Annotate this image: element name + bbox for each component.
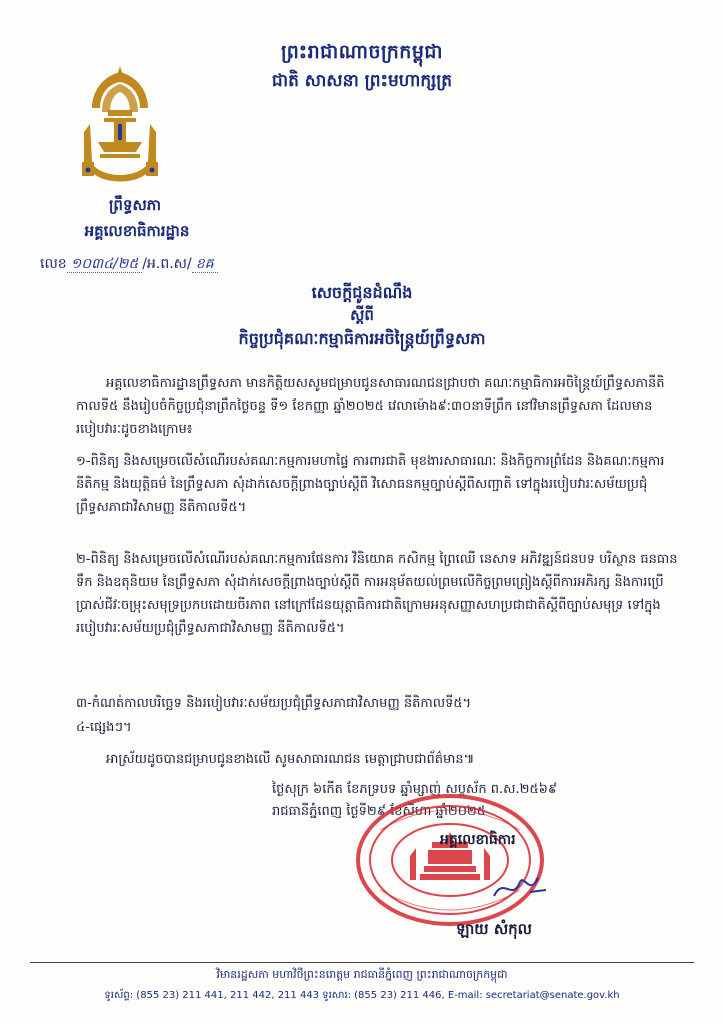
- reference-number: [40, 254, 218, 275]
- agenda-item-2: ២-ពិនិត្យ និងសម្រេចលើសំណើរបស់គណៈកម្មការផែនការ វិនិយោគ កសិកម្ម ព្រៃឈើ នេសាទ អភិវឌ្ឍន៍ជនបទ បរិស្ថាន ធនធានទឹក និងឧតុនិយម នៃព្រឹទ្ធសភា សុំដាក់សេចក្តីព្រាងច្បាប់ស្តីពី ការអនុម័តយល់ព្រមលើកិច្ចព្រមព្រៀងស្តីពីការអភិរក្ស និងការប្រើប្រាស់ជីវៈចម្រុះសមុទ្រប្រកបដោយចីរភាព នៅក្រៅដែនយុត្តាធិការជាតិក្រោមអនុសញ្ញាសហប្រជាជាតិស្តីពីច្បាប់សមុទ្រ ទៅក្នុងរបៀបវារៈសម័យប្រជុំព្រឹទ្ធសភាជាវិសាមញ្ញ នីតិកាលទី៥។: [76, 552, 678, 636]
- closing-paragraph: អាស្រ័យដូចបានជម្រាបជូនខាងលើ សូមសាធារណជន មេត្តាជ្រាបជាព័ត៌មាន៕: [106, 752, 475, 767]
- kingdom-heading: ព្រះរាជាណាចក្រកម្ពុជា: [281, 41, 443, 63]
- signatory-title: អគ្គលេខាធិការ: [440, 832, 516, 848]
- ref-handwritten: ១០៣៤/២៥: [67, 256, 143, 273]
- signature-icon: [490, 866, 550, 906]
- solar-date: រាជធានីភ្នំពេញ ថ្ងៃទី២៩ ខែសីហា ឆ្នាំ២០២៥: [272, 804, 486, 819]
- signatory-name: ឡាយ សំកុល: [456, 920, 532, 938]
- footer-address: វិមានរដ្ឋសភា មហាវិថីព្រះនរោត្តម រាជធានីភ្នំពេញ ព្រះរាជាណាចក្រកម្ពុជា: [216, 968, 508, 981]
- agenda-item-1: ១-ពិនិត្យ និងសម្រេចលើសំណើរបស់គណៈកម្មការមហាផ្ទៃ ការពារជាតិ មុខងារសាធារណៈ និងកិច្ចការព្រំដែន និងគណៈកម្មការនីតិកម្ម និងយុត្តិធម៌ នៃព្រឹទ្ធសភា សុំដាក់សេចក្តីព្រាងច្បាប់ស្តីពី វិសោធនកម្មច្បាប់ស្តីពីសញ្ជាតិ ទៅក្នុងរបៀបវារៈសម័យប្រជុំព្រឹទ្ធសភាជាវិសាមញ្ញ នីតិកាលទី៥។: [76, 454, 665, 515]
- national-motto: ជាតិ សាសនា ព្រះមហាក្សត្រ: [271, 71, 453, 91]
- ref-code: ខឝ: [192, 256, 218, 273]
- agenda-item-3: ៣-កំណត់កាលបរិច្ឆេទ និងរបៀបវារៈសម័យប្រជុំព្រឹទ្ធសភាជាវិសាមញ្ញ នីតិកាលទី៥។: [76, 696, 472, 711]
- document-subject: កិច្ចប្រជុំគណៈកម្មាធិការអចិន្ត្រៃយ៍ព្រឹទ្ធសភា: [238, 329, 486, 348]
- intro-paragraph: អគ្គលេខាធិការដ្ឋានព្រឹទ្ធសភា មានកិត្តិយសសូមជម្រាបជូនសាធារណជនជ្រាបថា គណៈកម្មាធិការអចិន្ត្រៃយ៍ព្រឹទ្ធសភានីតិកាលទី៥ នឹងរៀបចំកិច្ចប្រជុំនាព្រឹកថ្ងៃចន្ទ ទី១ ខែកញ្ញា ឆ្នាំ២០២៥ វេលាម៉ោង៩:៣០នាទីព្រឹក នៅវិមានព្រឹទ្ធសភា ដែលមានរបៀបវារៈដូចខាងក្រោម៖: [76, 376, 665, 437]
- official-seal-icon: [350, 790, 550, 930]
- organization-name: ព្រឹទ្ធសភា: [108, 196, 162, 214]
- senate-emblem-icon: [78, 62, 162, 190]
- ref-suffix: /អ.ព.ស/: [142, 256, 192, 272]
- footer-divider: [30, 962, 694, 963]
- title-about: ស្តីពី: [350, 306, 374, 324]
- ref-prefix: លេខ: [40, 256, 67, 272]
- footer-contact: ទូរស័ព្ទ: (855 23) 211 441, 211 442, 211 443 ទូរសារ: (855 23) 211 446, E-mail: secretariat@senate.gov.kh: [104, 990, 620, 1001]
- lunar-date: ថ្ងៃសុក្រ ៦កើត ខែភទ្របទ ឆ្នាំម្សាញ់ សប្តស័ក ព.ស.២៥៦៩: [272, 782, 558, 797]
- department-name: អគ្គលេខាធិការដ្ឋាន: [84, 222, 190, 240]
- agenda-item-4: ៤-ផ្សេងៗ។: [76, 720, 132, 735]
- document-title: សេចក្តីជូនដំណឹង: [311, 283, 413, 302]
